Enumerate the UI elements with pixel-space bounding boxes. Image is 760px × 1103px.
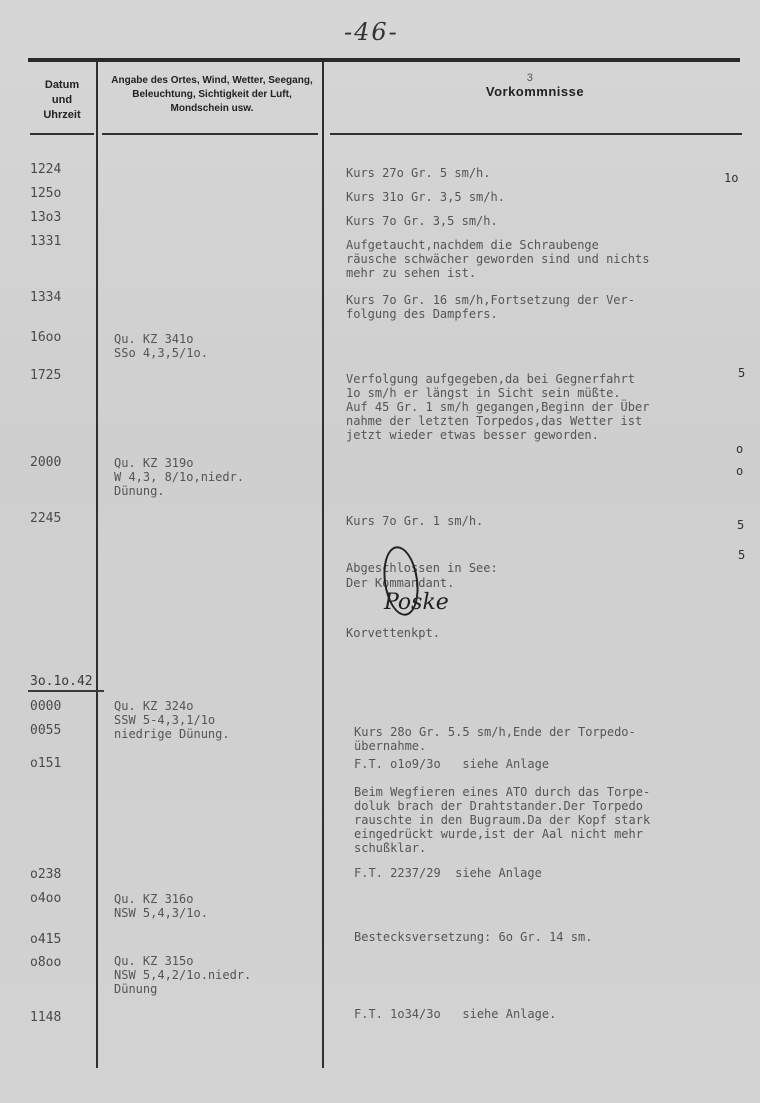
margin-mark: 5	[738, 366, 746, 380]
entry-text: F.T. 1o34/3o siehe Anlage.	[354, 1007, 557, 1021]
header-vorkommnisse-label: Vorkommnisse	[485, 84, 585, 99]
entry-text: Aufgetaucht,nachdem die Schraubenge räusche schwächer geworden sind und nichts mehr zu sehen ist.	[346, 238, 650, 280]
entry-time: 1334	[30, 290, 62, 305]
header-underline-vorkommnisse	[330, 133, 742, 135]
date-marker-underline	[28, 690, 104, 692]
entry-time: 1224	[30, 162, 62, 177]
entry-time: 2000	[30, 455, 62, 470]
entry-time: o415	[30, 932, 62, 947]
entry-time: 13o3	[30, 210, 62, 225]
entry-position: Qu. KZ 315o NSW 5,4,2/1o.niedr. Dünung	[114, 954, 252, 996]
closing-rank: Korvettenkpt.	[346, 626, 440, 640]
entry-position: Qu. KZ 316o NSW 5,4,3/1o.	[114, 892, 208, 920]
entry-time: 1148	[30, 1010, 62, 1025]
column-divider-left	[96, 62, 98, 1068]
margin-mark: 5	[737, 518, 745, 532]
entry-text: Bestecksversetzung: 6o Gr. 14 sm.	[354, 930, 593, 944]
margin-mark: o	[736, 442, 744, 456]
entry-text: F.T. 2237/29 siehe Anlage	[354, 866, 542, 880]
column-divider-right	[322, 62, 324, 1068]
entry-text: Kurs 7o Gr. 3,5 sm/h.	[346, 214, 498, 228]
entry-time: o4oo	[30, 891, 62, 906]
entry-text: Verfolgung aufgegeben,da bei Gegnerfahrt 1o sm/h er längst in Sicht sein müßte. Auf 45 Gr. 1 sm/h gegangen,Beginn der Über nahme der letzten Torpedos,das Wetter ist jetzt wieder etwas besser geworden.	[346, 372, 650, 442]
entry-time: 1725	[30, 368, 62, 383]
header-underline-ort	[102, 133, 318, 135]
entry-time: 0055	[30, 723, 62, 738]
header-vorkommnisse-mark: 3	[526, 72, 534, 84]
entry-time: o8oo	[30, 955, 62, 970]
entry-time: 2245	[30, 511, 62, 526]
header-underline-datum	[30, 133, 94, 135]
entry-time: 1331	[30, 234, 62, 249]
closing-line-2: Der Kommandant.	[346, 576, 455, 590]
header-ort: Angabe des Ortes, Wind, Wetter, Seegang, Beleuchtung, Sichtigkeit der Luft, Mondschein usw.	[111, 75, 313, 114]
entry-position: Qu. KZ 341o SSo 4,3,5/1o.	[114, 332, 208, 360]
margin-mark: o	[736, 464, 744, 478]
entry-time: 125o	[30, 186, 62, 201]
entry-text: Kurs 28o Gr. 5.5 sm/h,Ende der Torpedo- übernahme.	[354, 725, 636, 753]
entry-text: Kurs 27o Gr. 5 sm/h.	[346, 166, 491, 180]
entry-time: o151	[30, 756, 62, 771]
entry-text: Kurs 7o Gr. 1 sm/h.	[346, 514, 484, 528]
signature: Poske	[384, 590, 449, 615]
header-datum: Datum und Uhrzeit	[43, 79, 81, 121]
entry-time: o238	[30, 867, 62, 882]
page-number: -46-	[344, 18, 399, 46]
entry-position: Qu. KZ 324o SSW 5-4,3,1/1o niedrige Dünung.	[114, 699, 230, 741]
date-marker: 3o.1o.42	[30, 674, 93, 689]
entry-text: Kurs 7o Gr. 16 sm/h,Fortsetzung der Ver- folgung des Dampfers.	[346, 293, 635, 321]
margin-mark: 1o	[724, 171, 739, 185]
table-top-rule	[28, 58, 740, 62]
entry-time: 16oo	[30, 330, 62, 345]
entry-text: Kurs 31o Gr. 3,5 sm/h.	[346, 190, 505, 204]
margin-mark: 5	[738, 548, 746, 562]
entry-position: Qu. KZ 319o W 4,3, 8/1o,niedr. Dünung.	[114, 456, 245, 498]
header-vorkommnisse	[330, 72, 740, 99]
entry-time: 0000	[30, 699, 62, 714]
closing-line-1: Abgeschlossen in See:	[346, 561, 498, 575]
entry-text: F.T. o1o9/3o siehe Anlage Beim Wegfieren eines ATO durch das Torpe- doluk brach der Drahtstander.Der Torpedo rauschte in den Bugraum.Da der Kopf stark eingedrückt wurde,ist der Aal nicht mehr schußklar.	[354, 757, 651, 855]
